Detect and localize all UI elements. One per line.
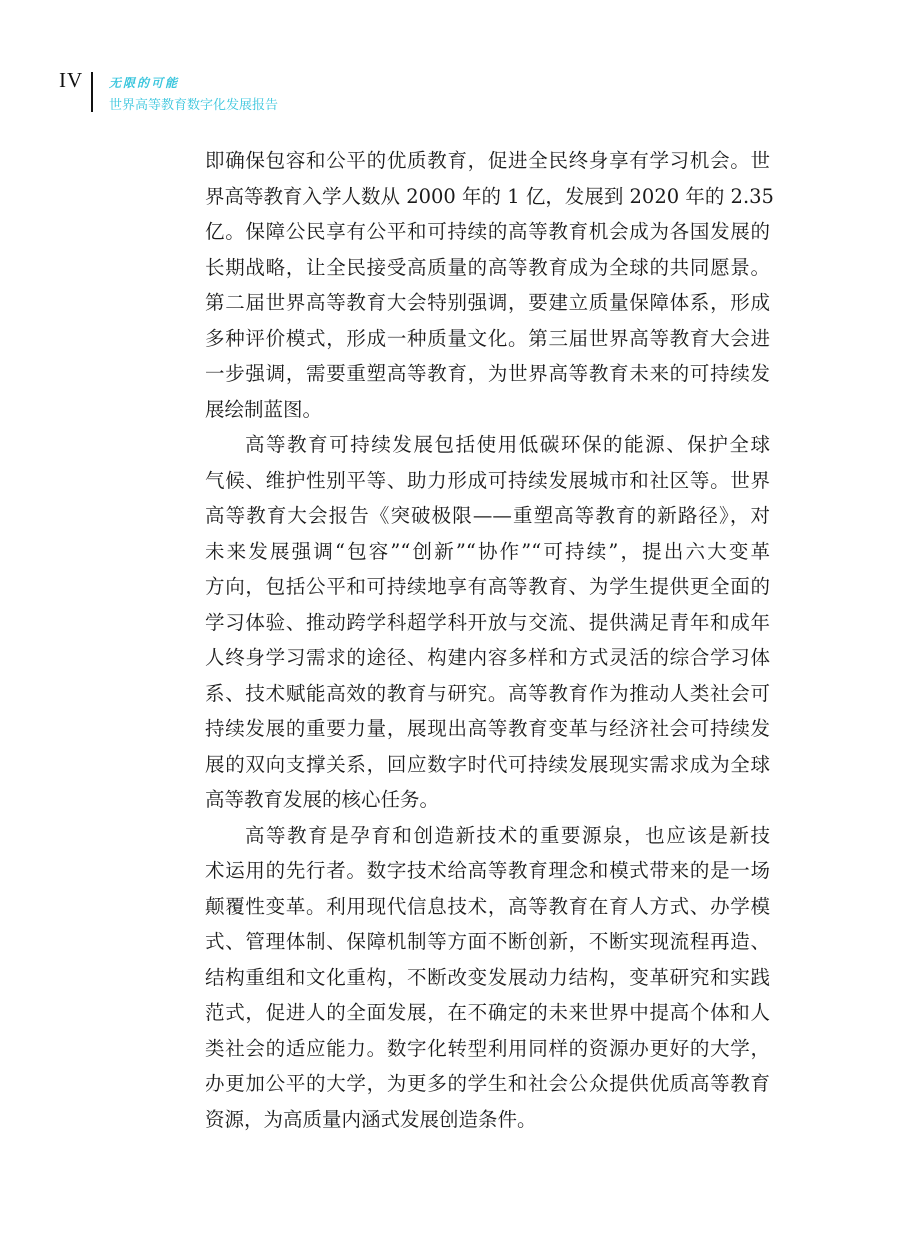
text-line: 气候、维护性别平等、助力形成可持续发展城市和社区等。世界 (205, 468, 770, 492)
text-line: 长期战略，让全民接受高质量的高等教育成为全球的共同愿景。 (205, 255, 770, 279)
series-title: 无限的可能 (109, 76, 180, 90)
paragraph (205, 818, 770, 1138)
text-line: 学习体验、推动跨学科超学科开放与交流、提供满足青年和成年 (205, 610, 770, 634)
text-line: 颠覆性变革。利用现代信息技术，高等教育在育人方式、办学模 (205, 894, 770, 918)
text-line: 高等教育大会报告《突破极限——重塑高等教育的新路径》，对 (205, 504, 770, 527)
page-header (59, 66, 459, 114)
text-line: 术运用的先行者。数字技术给高等教育理念和模式带来的是一场 (205, 859, 770, 882)
text-line: 第二届世界高等教育大会特别强调，要建立质量保障体系，形成 (205, 291, 770, 314)
text-line: 式、管理体制、保障机制等方面不断创新，不断实现流程再造、 (205, 930, 770, 953)
text-line: 方向，包括公平和可持续地享有高等教育、为学生提供更全面的 (205, 575, 770, 598)
text-line: 即确保包容和公平的优质教育，促进全民终身享有学习机会。世 (205, 149, 770, 172)
text-line: 结构重组和文化重构，不断改变发展动力结构，变革研究和实践 (205, 965, 770, 989)
text-line: 亿。保障公民享有公平和可持续的高等教育机会成为各国发展的 (205, 220, 770, 243)
text-line: 系、技术赋能高效的教育与研究。高等教育作为推动人类社会可 (205, 681, 770, 705)
text-line: 展的双向支撑关系，回应数字时代可持续发展现实需求成为全球 (205, 752, 770, 776)
text-line: 未来发展强调“包容”“创新”“协作”“可持续”，提出六大变革 (205, 539, 770, 563)
paragraph (205, 143, 774, 427)
text-line: 办更加公平的大学，为更多的学生和社会公众提供优质高等教育 (205, 1072, 770, 1095)
text-line: 人终身学习需求的途径、构建内容多样和方式灵活的综合学习体 (205, 646, 770, 669)
text-line: 展绘制蓝图。 (205, 397, 323, 421)
text-line: 资源，为高质量内涵式发展创造条件。 (205, 1107, 537, 1131)
book-title: 世界高等教育数字化发展报告 (109, 98, 279, 113)
text-line: 多种评价模式，形成一种质量文化。第三届世界高等教育大会进 (205, 326, 770, 350)
body-text (205, 143, 774, 1137)
text-line: 类社会的适应能力。数字化转型利用同样的资源办更好的大学， (205, 1036, 770, 1060)
text-line: 高等教育可持续发展包括使用低碳环保的能源、保护全球 (245, 433, 770, 456)
header-divider (91, 72, 93, 112)
text-line: 高等教育是孕育和创造新技术的重要源泉，也应该是新技 (245, 823, 770, 847)
page-number: IV (59, 68, 84, 92)
paragraph (205, 427, 770, 818)
text-line: 持续发展的重要力量，展现出高等教育变革与经济社会可持续发 (205, 717, 770, 740)
text-line: 高等教育发展的核心任务。 (205, 788, 440, 811)
text-line: 一步强调，需要重塑高等教育，为世界高等教育未来的可持续发 (205, 362, 770, 385)
text-line: 界高等教育入学人数从 2000 年的 1 亿，发展到 2020 年的 2.35 (205, 184, 774, 208)
text-line: 范式，促进人的全面发展，在不确定的未来世界中提高个体和人 (205, 1001, 770, 1024)
